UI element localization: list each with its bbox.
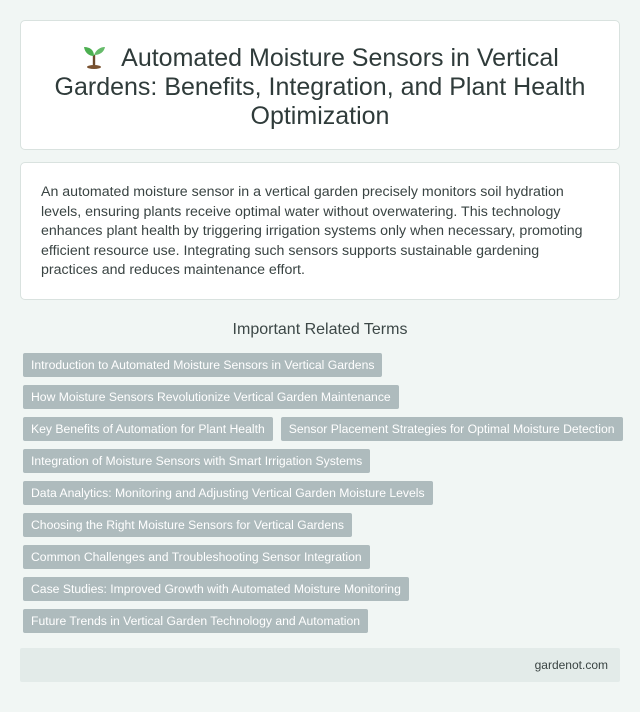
term-row [23,385,623,409]
footer-site-link[interactable]: gardenot.com [534,658,608,672]
title-card [20,20,620,150]
summary-card [20,162,620,300]
term-row [23,609,623,633]
term-row [23,481,623,505]
term-tag[interactable]: Case Studies: Improved Growth with Automated Moisture Monitoring [23,577,409,601]
term-tag[interactable]: Key Benefits of Automation for Plant Health [23,417,273,441]
term-row [23,417,623,441]
summary-text: An automated moisture sensor in a vertical garden precisely monitors soil hydration levels, ensuring plants receive optimal water without overwatering. This technology enhances plant health by triggering irrigation systems only when necessary, promoting efficient resource use. Integrating such sensors supports sustainable gardening practices and reduces maintenance effort. [41,184,583,278]
term-tag[interactable]: Integration of Moisture Sensors with Smart Irrigation Systems [23,449,370,473]
sprout-icon [81,43,107,69]
related-terms-list [23,353,623,641]
term-tag[interactable]: How Moisture Sensors Revolutionize Vertical Garden Maintenance [23,385,399,409]
term-row [23,545,623,569]
term-tag[interactable]: Introduction to Automated Moisture Sensors in Vertical Gardens [23,353,382,377]
term-tag[interactable]: Sensor Placement Strategies for Optimal Moisture Detection [281,417,623,441]
page-title [51,43,589,131]
term-tag[interactable]: Common Challenges and Troubleshooting Sensor Integration [23,545,370,569]
related-terms-heading: Important Related Terms [232,321,408,338]
term-row [23,353,623,377]
term-tag[interactable]: Future Trends in Vertical Garden Technology and Automation [23,609,368,633]
term-tag[interactable]: Choosing the Right Moisture Sensors for Vertical Gardens [23,513,352,537]
footer [20,648,620,682]
page-title-text: Automated Moisture Sensors in Vertical Gardens: Benefits, Integration, and Plant Health Optimization [54,44,586,130]
term-tag[interactable]: Data Analytics: Monitoring and Adjusting Vertical Garden Moisture Levels [23,481,433,505]
term-row [23,577,623,601]
term-row [23,449,623,473]
term-row [23,513,623,537]
